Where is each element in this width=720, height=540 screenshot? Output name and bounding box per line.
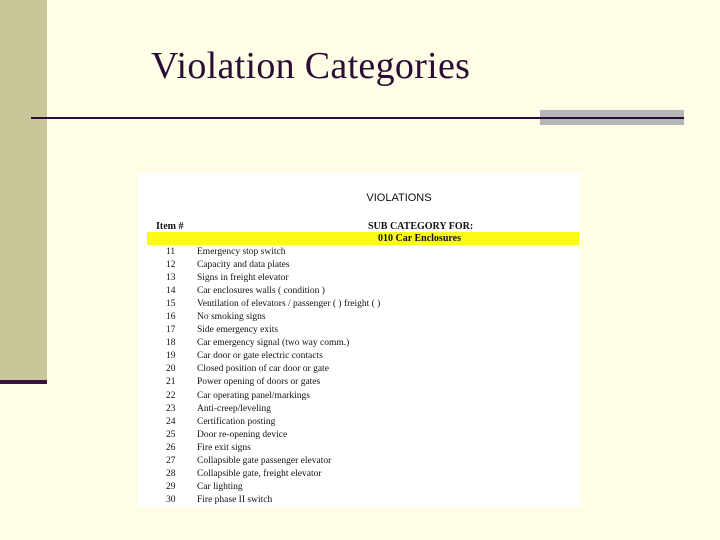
item-number: 13 <box>166 273 176 284</box>
list-item <box>138 416 580 429</box>
column-header-subcategory: SUB CATEGORY FOR: <box>368 221 474 232</box>
item-label: Power opening of doors or gates <box>197 377 321 388</box>
document-heading: VIOLATIONS <box>366 192 432 204</box>
left-decor-band <box>0 0 47 383</box>
list-item <box>138 350 580 363</box>
item-label: Anti-creep/leveling <box>197 403 271 414</box>
category-label: 010 Car Enclosures <box>378 233 461 244</box>
item-label: Side emergency exits <box>197 325 279 336</box>
item-number: 20 <box>166 364 176 375</box>
list-item <box>138 246 580 259</box>
item-number: 29 <box>166 481 176 492</box>
item-number: 26 <box>166 442 176 453</box>
item-label: Collapsible gate, freight elevator <box>197 468 322 479</box>
item-number: 16 <box>166 312 176 323</box>
item-number: 24 <box>166 416 176 427</box>
list-item <box>138 376 580 389</box>
item-label: Collapsible gate passenger elevator <box>197 455 332 466</box>
list-item <box>138 285 580 298</box>
list-item <box>138 468 580 481</box>
list-item <box>138 390 580 403</box>
item-number: 28 <box>166 468 176 479</box>
list-item <box>138 429 580 442</box>
list-item <box>138 311 580 324</box>
item-label: Car emergency signal (two way comm.) <box>197 338 350 349</box>
item-label: Car operating panel/markings <box>197 390 310 401</box>
list-item <box>138 403 580 416</box>
violations-document <box>138 173 580 507</box>
violation-list <box>138 246 580 507</box>
list-item <box>138 337 580 350</box>
slide-title: Violation Categories <box>151 45 471 87</box>
item-label: Car door or gate electric contacts <box>197 351 323 362</box>
item-label: Capacity and data plates <box>197 260 290 271</box>
list-item <box>138 442 580 455</box>
item-number: 27 <box>166 455 176 466</box>
item-label: Closed position of car door or gate <box>197 364 329 375</box>
item-number: 18 <box>166 338 176 349</box>
list-item <box>138 259 580 272</box>
column-header-item: Item # <box>156 221 184 232</box>
item-number: 23 <box>166 403 176 414</box>
item-label: Emergency stop switch <box>197 247 286 257</box>
left-decor-band-foot <box>0 380 47 384</box>
list-item <box>138 481 580 494</box>
item-number: 22 <box>166 390 176 401</box>
item-number: 25 <box>166 429 176 440</box>
item-number: 17 <box>166 325 176 336</box>
item-number: 19 <box>166 351 176 362</box>
item-label: Fire exit signs <box>197 442 251 453</box>
item-label: Car enclosures walls ( condition ) <box>197 286 325 297</box>
item-label: Door re-opening device <box>197 429 288 440</box>
item-label: Ventilation of elevators / passenger ( ) freight ( ) <box>197 299 381 310</box>
item-label: Certification posting <box>197 416 276 427</box>
item-number: 15 <box>166 299 176 310</box>
item-label: Signs in freight elevator <box>197 273 289 284</box>
list-item <box>138 298 580 311</box>
list-item <box>138 363 580 376</box>
item-number: 14 <box>166 286 176 297</box>
item-number: 12 <box>166 260 176 271</box>
list-item <box>138 494 580 507</box>
title-rule <box>31 117 573 119</box>
list-item <box>138 324 580 337</box>
item-number: 21 <box>166 377 176 388</box>
item-number: 11 <box>166 247 176 257</box>
item-number: 30 <box>166 494 176 505</box>
item-label: Fire phase II switch <box>197 494 273 505</box>
category-highlight-bar <box>147 232 579 245</box>
item-label: No smoking signs <box>197 312 266 323</box>
list-item <box>138 455 580 468</box>
item-label: Car lighting <box>197 481 243 492</box>
title-rule-accent-line <box>540 117 684 119</box>
list-item <box>138 272 580 285</box>
